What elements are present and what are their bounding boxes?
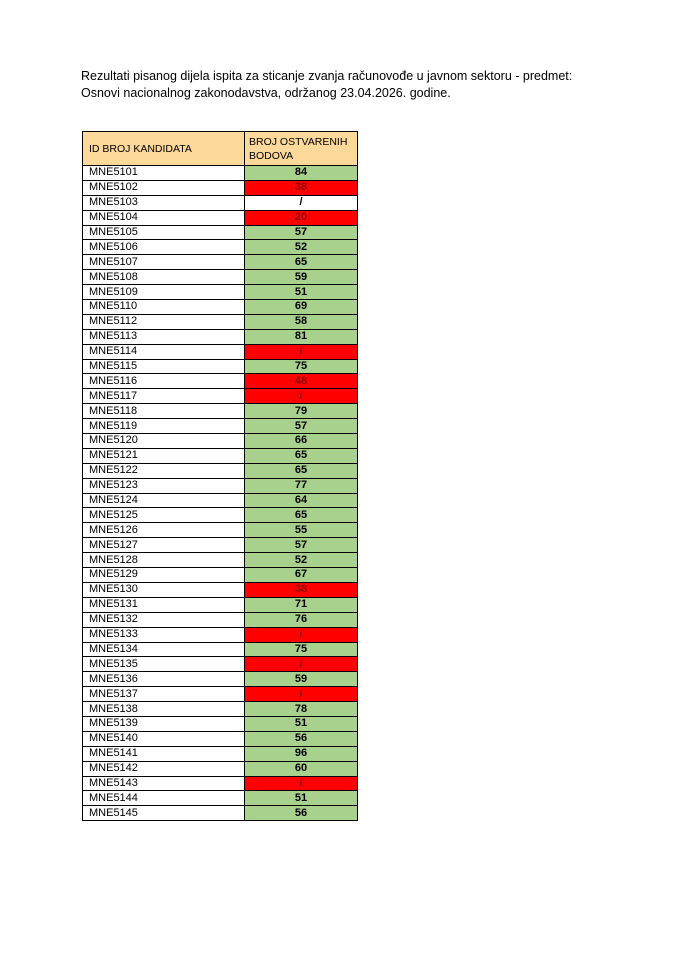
score-cell: 65 bbox=[245, 463, 358, 478]
score-cell: 65 bbox=[245, 508, 358, 523]
table-row bbox=[83, 553, 358, 568]
table-row bbox=[83, 374, 358, 389]
score-cell: 65 bbox=[245, 448, 358, 463]
score-cell: 77 bbox=[245, 478, 358, 493]
table-row bbox=[83, 627, 358, 642]
candidate-id-cell: MNE5116 bbox=[83, 374, 245, 389]
score-cell: 81 bbox=[245, 329, 358, 344]
score-cell: 64 bbox=[245, 493, 358, 508]
score-cell: 60 bbox=[245, 761, 358, 776]
score-cell: 57 bbox=[245, 419, 358, 434]
candidate-id-cell: MNE5134 bbox=[83, 642, 245, 657]
table-row bbox=[83, 463, 358, 478]
score-cell: 55 bbox=[245, 523, 358, 538]
score-cell: 96 bbox=[245, 746, 358, 761]
candidate-id-cell: MNE5140 bbox=[83, 731, 245, 746]
score-cell: 48 bbox=[245, 374, 358, 389]
candidate-id-cell: MNE5119 bbox=[83, 419, 245, 434]
heading-line-2: Osnovi nacionalnog zakonodavstva, održanog 23.04.2026. godine. bbox=[81, 86, 451, 100]
score-cell: 52 bbox=[245, 240, 358, 255]
score-cell: 57 bbox=[245, 225, 358, 240]
table-row bbox=[83, 359, 358, 374]
candidate-id-cell: MNE5129 bbox=[83, 568, 245, 583]
candidate-id-cell: MNE5118 bbox=[83, 404, 245, 419]
candidate-id-cell: MNE5114 bbox=[83, 344, 245, 359]
candidate-id-cell: MNE5101 bbox=[83, 166, 245, 181]
score-cell: / bbox=[245, 627, 358, 642]
table-row bbox=[83, 508, 358, 523]
table-row bbox=[83, 195, 358, 210]
table-row bbox=[83, 210, 358, 225]
candidate-id-cell: MNE5137 bbox=[83, 687, 245, 702]
candidate-id-cell: MNE5104 bbox=[83, 210, 245, 225]
candidate-id-cell: MNE5102 bbox=[83, 180, 245, 195]
table-row bbox=[83, 225, 358, 240]
candidate-id-cell: MNE5117 bbox=[83, 389, 245, 404]
table-row bbox=[83, 240, 358, 255]
candidate-id-cell: MNE5142 bbox=[83, 761, 245, 776]
score-cell: 56 bbox=[245, 731, 358, 746]
table-row bbox=[83, 493, 358, 508]
table-row bbox=[83, 776, 358, 791]
score-cell: / bbox=[245, 344, 358, 359]
candidate-id-cell: MNE5139 bbox=[83, 716, 245, 731]
table-row bbox=[83, 300, 358, 315]
candidate-id-cell: MNE5109 bbox=[83, 285, 245, 300]
table-row bbox=[83, 597, 358, 612]
score-cell: / bbox=[245, 687, 358, 702]
candidate-id-cell: MNE5115 bbox=[83, 359, 245, 374]
score-cell: 67 bbox=[245, 568, 358, 583]
score-cell: / bbox=[245, 776, 358, 791]
score-cell: 78 bbox=[245, 702, 358, 717]
score-cell: / bbox=[245, 195, 358, 210]
table-row bbox=[83, 731, 358, 746]
table-row bbox=[83, 612, 358, 627]
score-cell: 66 bbox=[245, 434, 358, 449]
score-cell: 69 bbox=[245, 300, 358, 315]
candidate-id-cell: MNE5113 bbox=[83, 329, 245, 344]
table-row bbox=[83, 523, 358, 538]
score-cell: 76 bbox=[245, 612, 358, 627]
candidate-id-cell: MNE5120 bbox=[83, 434, 245, 449]
score-cell: 38 bbox=[245, 582, 358, 597]
candidate-id-cell: MNE5123 bbox=[83, 478, 245, 493]
score-cell: 56 bbox=[245, 806, 358, 821]
candidate-id-cell: MNE5136 bbox=[83, 672, 245, 687]
candidate-id-cell: MNE5124 bbox=[83, 493, 245, 508]
table-row bbox=[83, 166, 358, 181]
candidate-id-cell: MNE5106 bbox=[83, 240, 245, 255]
table-row bbox=[83, 582, 358, 597]
score-cell: 65 bbox=[245, 255, 358, 270]
score-cell: 79 bbox=[245, 404, 358, 419]
table-row bbox=[83, 642, 358, 657]
candidate-id-cell: MNE5145 bbox=[83, 806, 245, 821]
table-row bbox=[83, 389, 358, 404]
table-row bbox=[83, 791, 358, 806]
score-cell: 58 bbox=[245, 314, 358, 329]
table-row bbox=[83, 285, 358, 300]
table-row bbox=[83, 538, 358, 553]
candidate-id-cell: MNE5105 bbox=[83, 225, 245, 240]
candidate-id-cell: MNE5131 bbox=[83, 597, 245, 612]
score-cell: 84 bbox=[245, 166, 358, 181]
score-cell: / bbox=[245, 657, 358, 672]
heading-line-1: Rezultati pisanog dijela ispita za sticanje zvanja računovođe u javnom sektoru - predmet: bbox=[81, 69, 573, 83]
candidate-id-cell: MNE5127 bbox=[83, 538, 245, 553]
score-cell: 51 bbox=[245, 716, 358, 731]
table-row bbox=[83, 672, 358, 687]
table-header-row bbox=[83, 132, 358, 166]
candidate-id-cell: MNE5107 bbox=[83, 255, 245, 270]
score-cell: 52 bbox=[245, 553, 358, 568]
score-cell: / bbox=[245, 389, 358, 404]
table-row bbox=[83, 314, 358, 329]
candidate-id-cell: MNE5133 bbox=[83, 627, 245, 642]
candidate-id-cell: MNE5144 bbox=[83, 791, 245, 806]
results-table bbox=[82, 131, 358, 821]
table-row bbox=[83, 180, 358, 195]
candidate-id-cell: MNE5122 bbox=[83, 463, 245, 478]
table-row bbox=[83, 434, 358, 449]
score-cell: 51 bbox=[245, 285, 358, 300]
table-row bbox=[83, 344, 358, 359]
candidate-id-cell: MNE5121 bbox=[83, 448, 245, 463]
table-row bbox=[83, 419, 358, 434]
candidate-id-cell: MNE5143 bbox=[83, 776, 245, 791]
candidate-id-cell: MNE5103 bbox=[83, 195, 245, 210]
table-row bbox=[83, 716, 358, 731]
score-cell: 59 bbox=[245, 672, 358, 687]
table-row bbox=[83, 478, 358, 493]
candidate-id-cell: MNE5135 bbox=[83, 657, 245, 672]
table-row bbox=[83, 702, 358, 717]
candidate-id-cell: MNE5130 bbox=[83, 582, 245, 597]
candidate-id-cell: MNE5126 bbox=[83, 523, 245, 538]
score-cell: 57 bbox=[245, 538, 358, 553]
table-row bbox=[83, 329, 358, 344]
table-row bbox=[83, 746, 358, 761]
document-heading bbox=[81, 68, 641, 102]
score-cell: 71 bbox=[245, 597, 358, 612]
score-cell: 75 bbox=[245, 642, 358, 657]
candidate-id-cell: MNE5110 bbox=[83, 300, 245, 315]
score-cell: 20 bbox=[245, 210, 358, 225]
score-cell: 59 bbox=[245, 270, 358, 285]
table-row bbox=[83, 270, 358, 285]
candidate-id-cell: MNE5128 bbox=[83, 553, 245, 568]
table-row bbox=[83, 657, 358, 672]
table-row bbox=[83, 687, 358, 702]
table-row bbox=[83, 255, 358, 270]
score-cell: 51 bbox=[245, 791, 358, 806]
candidate-id-cell: MNE5141 bbox=[83, 746, 245, 761]
candidate-id-cell: MNE5132 bbox=[83, 612, 245, 627]
table-row bbox=[83, 568, 358, 583]
table-row bbox=[83, 806, 358, 821]
column-header-id: ID BROJ KANDIDATA bbox=[83, 132, 245, 166]
table-row bbox=[83, 404, 358, 419]
candidate-id-cell: MNE5112 bbox=[83, 314, 245, 329]
candidate-id-cell: MNE5108 bbox=[83, 270, 245, 285]
candidate-id-cell: MNE5125 bbox=[83, 508, 245, 523]
table-row bbox=[83, 448, 358, 463]
score-cell: 38 bbox=[245, 180, 358, 195]
column-header-score: BROJ OSTVARENIH BODOVA bbox=[245, 132, 358, 166]
table-row bbox=[83, 761, 358, 776]
score-cell: 75 bbox=[245, 359, 358, 374]
candidate-id-cell: MNE5138 bbox=[83, 702, 245, 717]
